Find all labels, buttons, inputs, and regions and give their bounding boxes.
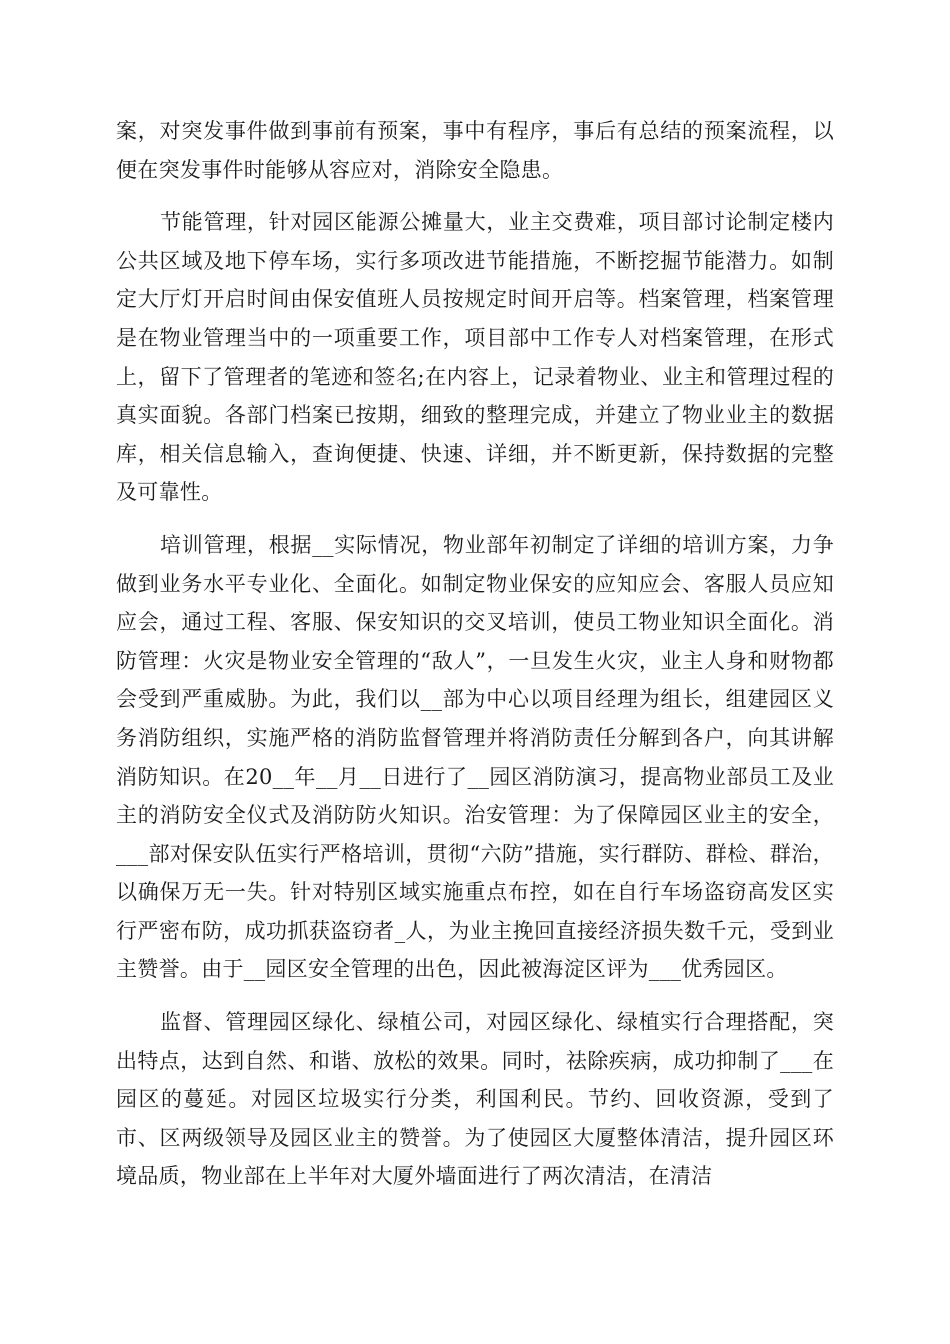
paragraph-energy-archive: 节能管理，针对园区能源公摊量大，业主交费难，项目部讨论制定楼内公共区域及地下停车场，实行多项改进节能措施，不断挖掘节能潜力。如制定大厅灯开启时间由保安值班人员按规定时间开启等。档案管理，档案管理是在物业管理当中的一项重要工作，项目部中工作专人对档案管理，在形式上，留下了管理者的笔迹和签名;在内容上，记录着物业、业主和管理过程的真实面貌。各部门档案已按期，细致的整理完成，并建立了物业业主的数据库，相关信息输入，查询便捷、快速、详细，并不断更新，保持数据的完整及可靠性。	[116, 210, 834, 505]
document-page	[116, 112, 834, 1196]
paragraph-greening-cleaning: 监督、管理园区绿化、绿植公司，对园区绿化、绿植实行合理搭配，突出特点，达到自然、和谐、放松的效果。同时，祛除疾病，成功抑制了___在园区的蔓延。对园区垃圾实行分类，利国利民。节约、回收资源，受到了市、区两级领导及园区业主的赞誉。为了使园区大厦整体清洁，提升园区环境品质，物业部在上半年对大厦外墙面进行了两次清洁，在清洁	[116, 1010, 834, 1189]
paragraph-continuation: 案，对突发事件做到事前有预案，事中有程序，事后有总结的预案流程，以便在突发事件时能够从容应对，消除安全隐患。	[116, 119, 834, 182]
paragraph-training-fire-security: 培训管理，根据__实际情况，物业部年初制定了详细的培训方案，力争做到业务水平专业化、全面化。如制定物业保安的应知应会、客服人员应知应会，通过工程、客服、保安知识的交叉培训，使员工物业知识全面化。消防管理：火灾是物业安全管理的“敌人”，一旦发生火灾，业主人身和财物都会受到严重威胁。为此，我们以__部为中心以项目经理为组长，组建园区义务消防组织，实施严格的消防监督管理并将消防责任分解到各户，向其讲解消防知识。在20__年__月__日进行了__园区消防演习，提高物业部员工及业主的消防安全仪式及消防防火知识。治安管理：为了保障园区业主的安全，___部对保安队伍实行严格培训，贯彻“六防”措施，实行群防、群检、群治，以确保万无一失。针对特别区域实施重点布控，如在自行车场盗窃高发区实行严密布防，成功抓获盗窃者_人，为业主挽回直接经济损失数千元，受到业主赞誉。由于__园区安全管理的出色，因此被海淀区评为___优秀园区。	[116, 532, 834, 982]
